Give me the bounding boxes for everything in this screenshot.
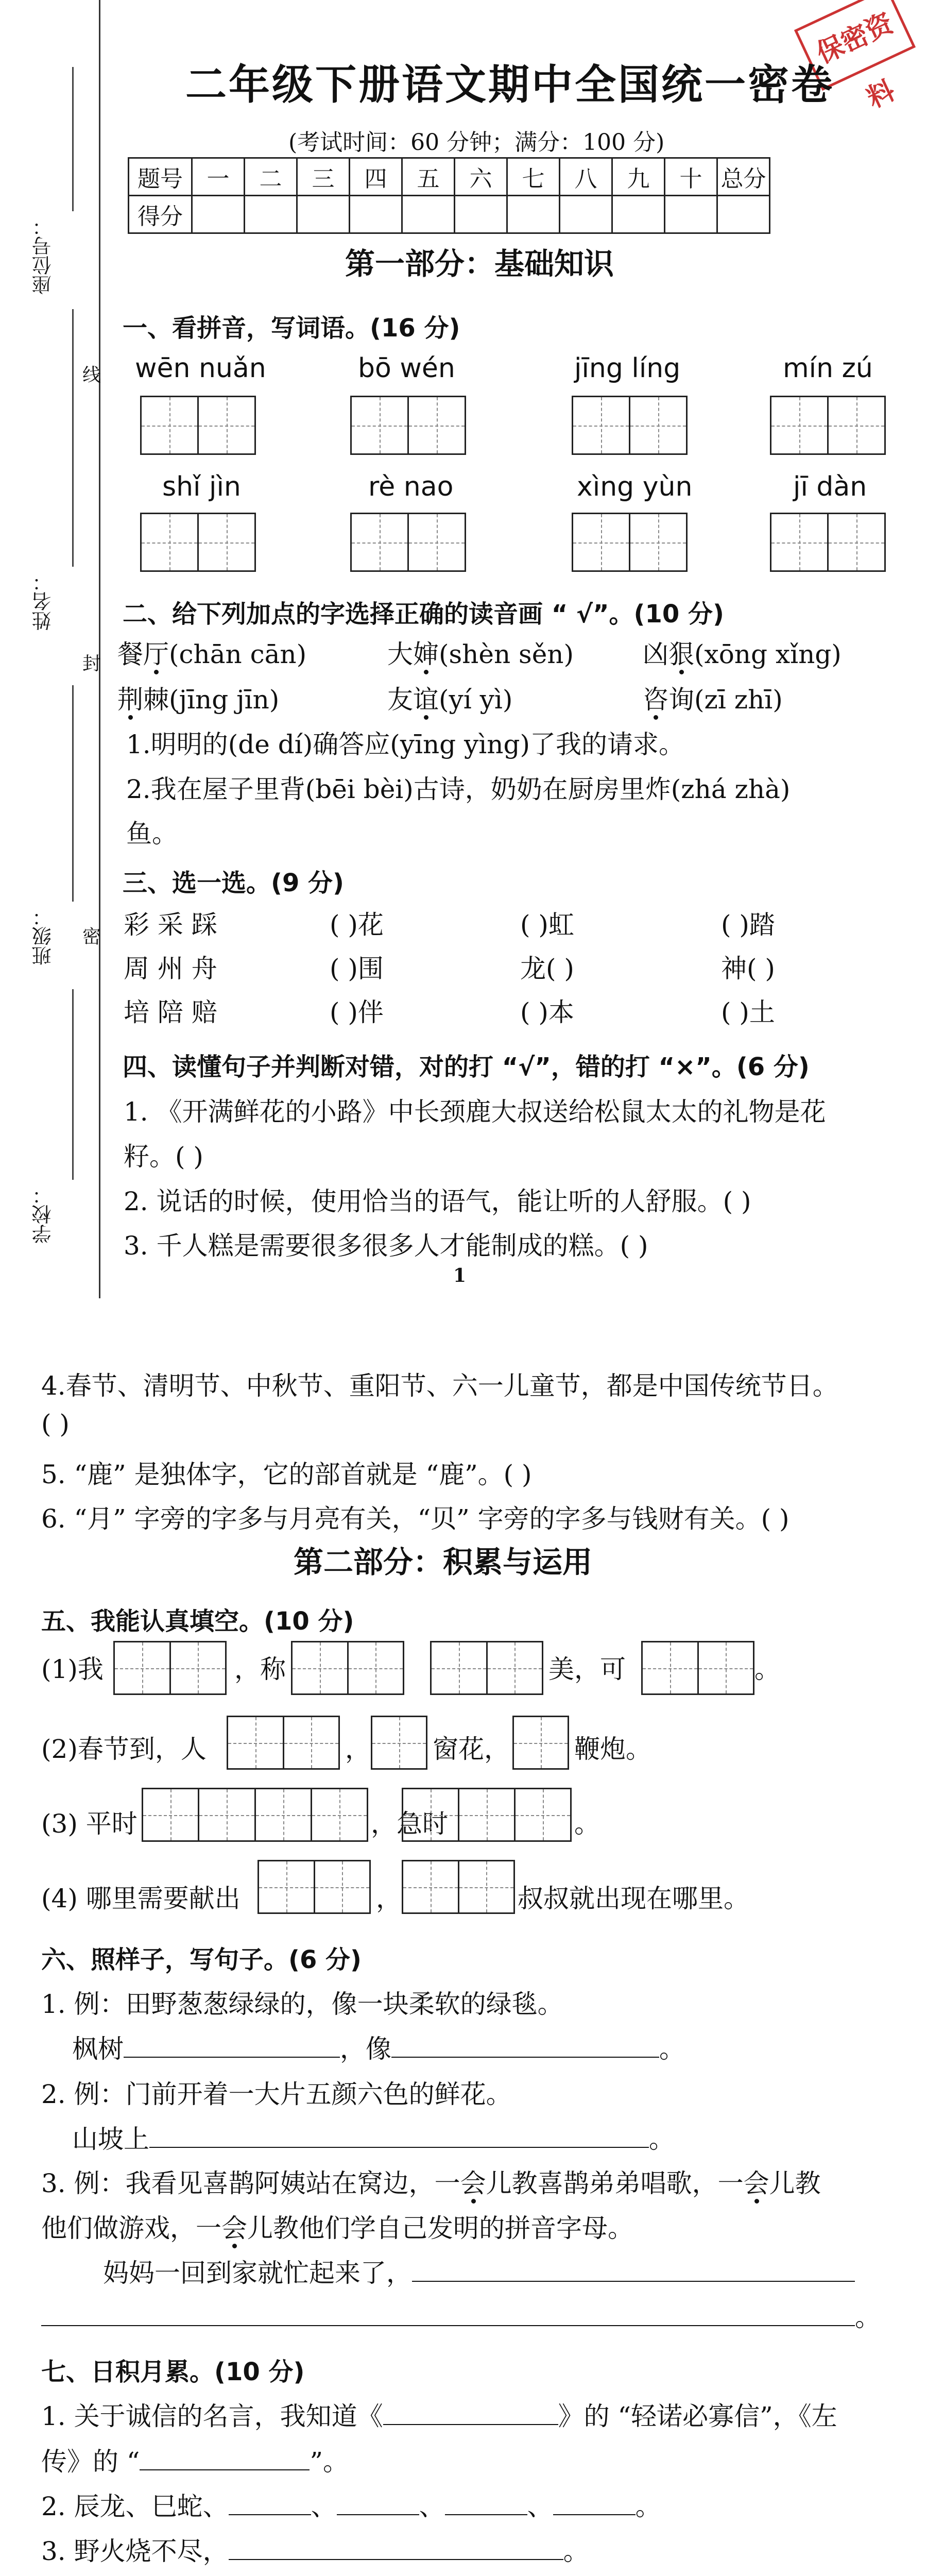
s4-q4: 4.春节、清明节、中秋节、重阳节、六一儿童节，都是中国传统节日。	[41, 1371, 838, 1401]
writing-grid[interactable]	[770, 396, 886, 455]
s5-text: 窗花，	[433, 1734, 510, 1764]
score-header-cell: 八	[560, 158, 612, 196]
fill-grid[interactable]	[142, 1788, 368, 1842]
seal-char-mi: 密	[82, 926, 101, 947]
s3-title: 三、选一选。(9 分)	[123, 869, 344, 897]
s1-title: 一、看拼音，写词语。(16 分)	[123, 314, 460, 343]
s5-text: (1)我	[41, 1654, 104, 1684]
fill-grid[interactable]	[512, 1716, 569, 1770]
score-header-cell: 总分	[717, 158, 770, 196]
seat-label: 座位号：	[32, 216, 55, 295]
page-number: 1	[453, 1265, 467, 1286]
score-header-cell: 二	[245, 158, 297, 196]
s2-item: 咨询(zī zhī)	[643, 685, 783, 715]
score-cell[interactable]	[350, 196, 402, 233]
s3-chars: 培 陪 赔	[124, 997, 217, 1027]
s2-q2: 2.我在屋子里背(bēi bèi)古诗，奶奶在厨房里炸(zhá zhà)	[126, 774, 791, 804]
s5-text: ，	[345, 1734, 371, 1764]
score-header-cell: 十	[665, 158, 717, 196]
s7-q2: 2. 辰龙、巳蛇、 、 、 、 。	[41, 2486, 661, 2523]
score-header-row	[129, 158, 770, 196]
writing-grid[interactable]	[140, 396, 256, 455]
s2-item: 大婶(shèn sěn)	[387, 639, 574, 669]
s7-q3: 3. 野火烧不尽， 。	[41, 2531, 589, 2568]
score-header-cell: 四	[350, 158, 402, 196]
score-header-cell: 题号	[129, 158, 192, 196]
s5-text: ，称	[234, 1654, 286, 1684]
s4-title: 四、读懂句子并判断对错，对的打 “√”，错的打 “×”。(6 分)	[123, 1053, 810, 1081]
score-cell[interactable]	[297, 196, 350, 233]
s3-blank[interactable]: ( )虹	[520, 910, 574, 940]
score-header-cell: 七	[507, 158, 560, 196]
s2-item: 餐厅(chān cān)	[117, 639, 307, 669]
answer-blank[interactable]	[337, 2488, 419, 2515]
fill-grid[interactable]	[641, 1641, 754, 1695]
answer-blank[interactable]	[149, 2121, 649, 2148]
s6-title: 六、照样子，写句子。(6 分)	[41, 1945, 362, 1974]
s3-chars: 彩 采 踩	[124, 910, 217, 940]
score-header-cell: 六	[455, 158, 507, 196]
pinyin: shǐ jìn	[162, 471, 241, 502]
s5-text: ，急时	[371, 1809, 448, 1839]
answer-blank[interactable]	[41, 2299, 855, 2326]
s6-q2: 2. 例：门前开着一大片五颜六色的鲜花。	[41, 2079, 512, 2109]
score-row	[129, 196, 770, 233]
answer-blank[interactable]	[140, 2444, 310, 2470]
score-cell[interactable]	[560, 196, 612, 233]
s5-text: 。	[754, 1654, 780, 1684]
pinyin: jī dàn	[793, 471, 867, 502]
class-label: 班级：	[32, 907, 55, 965]
score-cell[interactable]	[455, 196, 507, 233]
s3-blank[interactable]: ( )围	[330, 954, 384, 984]
s6-q2-answer: 山坡上 。	[72, 2119, 675, 2156]
score-header-cell: 一	[192, 158, 245, 196]
s2-q2-cont: 鱼。	[126, 819, 178, 849]
s5-text: 鞭炮。	[574, 1734, 651, 1764]
class-field[interactable]	[72, 685, 74, 902]
fill-grid[interactable]	[291, 1641, 404, 1695]
s6-q3-answer: 妈妈一回到家就忙起来了，	[103, 2252, 855, 2290]
writing-grid[interactable]	[770, 513, 886, 572]
s4-q5: 5. “鹿” 是独体字，它的部首就是 “鹿”。( )	[41, 1460, 532, 1489]
s3-blank[interactable]: ( )本	[520, 997, 574, 1027]
s3-blank[interactable]: ( )土	[721, 997, 775, 1027]
s2-item: 友谊(yí yì)	[387, 685, 513, 715]
school-field[interactable]	[72, 989, 74, 1180]
answer-blank[interactable]	[445, 2488, 527, 2515]
score-row-label: 得分	[129, 196, 192, 233]
s7-q1-cont: 传》的 “ ”。	[41, 2441, 349, 2478]
s3-blank[interactable]: ( )伴	[330, 997, 384, 1027]
score-cell[interactable]	[507, 196, 560, 233]
writing-grid[interactable]	[350, 513, 466, 572]
s4-q1-cont: 籽。( )	[124, 1142, 203, 1172]
s6-q1: 1. 例：田野葱葱绿绿的，像一块柔软的绿毯。	[41, 1989, 563, 2019]
s2-item: 凶狠(xōng xǐng)	[643, 639, 842, 669]
s3-blank[interactable]: 神( )	[721, 954, 775, 984]
pinyin: xìng yùn	[577, 471, 693, 502]
answer-blank[interactable]	[553, 2488, 636, 2515]
seat-field[interactable]	[72, 67, 74, 211]
name-label: 姓名：	[32, 572, 55, 631]
s7-q1: 1. 关于诚信的名言，我知道《 》的 “轻诺必寡信”，《左	[41, 2396, 837, 2433]
s6-q3: 3. 例：我看见喜鹊阿姨站在窝边，一会儿教喜鹊弟弟唱歌，一会儿教	[41, 2168, 821, 2198]
seal-char-xian: 线	[82, 365, 101, 386]
s5-text: (4) 哪里需要献出	[41, 1884, 241, 1913]
s6-q3-answer-2: 。	[41, 2297, 881, 2334]
writing-grid[interactable]	[140, 513, 256, 572]
page-title: 二年级下册语文期中全国统一密卷	[185, 61, 834, 109]
score-header-cell: 五	[402, 158, 455, 196]
fill-grid[interactable]	[402, 1860, 515, 1914]
name-field[interactable]	[72, 309, 74, 567]
fill-grid[interactable]	[371, 1716, 427, 1770]
answer-blank[interactable]	[412, 2255, 855, 2282]
s2-q1: 1.明明的(de dí)确答应(yīng yìng)了我的请求。	[126, 730, 685, 759]
pinyin: bō wén	[358, 353, 455, 384]
answer-blank[interactable]	[391, 2031, 659, 2058]
answer-blank[interactable]	[229, 2533, 563, 2560]
school-label: 学校：	[32, 1185, 55, 1244]
score-cell[interactable]	[245, 196, 297, 233]
answer-blank[interactable]	[124, 2031, 340, 2058]
part1-heading: 第一部分：基础知识	[345, 246, 614, 281]
score-cell[interactable]	[402, 196, 455, 233]
writing-grid[interactable]	[350, 396, 466, 455]
s5-text: (3) 平时	[41, 1809, 138, 1839]
answer-blank[interactable]	[383, 2398, 558, 2425]
s5-text: 美，可	[548, 1654, 626, 1684]
s2-item: 荆棘(jīng jīn)	[117, 685, 280, 715]
exam-meta: (考试时间：60 分钟；满分：100 分)	[288, 129, 665, 156]
score-table	[128, 157, 770, 234]
pinyin: jīng líng	[574, 353, 681, 384]
fill-grid[interactable]	[227, 1716, 340, 1770]
s5-text: ，	[376, 1884, 402, 1913]
part2-heading: 第二部分：积累与运用	[294, 1545, 593, 1580]
s5-title: 五、我能认真填空。(10 分)	[41, 1607, 354, 1636]
score-cell[interactable]	[717, 196, 770, 233]
writing-grid[interactable]	[572, 513, 688, 572]
s2-title: 二、给下列加点的字选择正确的读音画 “ √”。(10 分)	[123, 600, 724, 629]
score-header-cell: 九	[612, 158, 665, 196]
fill-grid[interactable]	[258, 1860, 371, 1914]
s3-blank[interactable]: 龙( )	[520, 954, 574, 984]
s3-chars: 周 州 舟	[124, 954, 217, 984]
fill-grid[interactable]	[402, 1788, 572, 1842]
s3-blank[interactable]: ( )踏	[721, 910, 775, 940]
seal-char-feng: 封	[82, 653, 101, 674]
s4-q1: 1. 《开满鲜花的小路》中长颈鹿大叔送给松鼠太太的礼物是花	[124, 1097, 826, 1127]
pinyin: mín zú	[783, 353, 873, 384]
pinyin: wēn nuǎn	[135, 353, 266, 384]
score-cell[interactable]	[612, 196, 665, 233]
s3-blank[interactable]: ( )花	[330, 910, 384, 940]
s4-q6: 6. “月” 字旁的字多与月亮有关，“贝” 字旁的字多与钱财有关。( )	[41, 1504, 789, 1534]
s6-q3-cont: 他们做游戏，一会儿教他们学自己发明的拼音字母。	[41, 2213, 633, 2243]
s5-text: 叔叔就出现在哪里。	[518, 1884, 749, 1913]
score-cell[interactable]	[192, 196, 245, 233]
s4-q4-cont: ( )	[41, 1409, 70, 1439]
s5-text: 。	[574, 1809, 600, 1839]
s6-q1-answer: 枫树 ，像 。	[72, 2028, 685, 2065]
writing-grid[interactable]	[572, 396, 688, 455]
fill-grid[interactable]	[430, 1641, 543, 1695]
s4-q2: 2. 说话的时候，使用恰当的语气，能让听的人舒服。( )	[124, 1187, 751, 1216]
fill-grid[interactable]	[113, 1641, 227, 1695]
s7-title: 七、日积月累。(10 分)	[41, 2358, 305, 2386]
s5-text: (2)春节到，人	[41, 1734, 207, 1764]
pinyin: rè nao	[368, 471, 454, 502]
s4-q3: 3. 千人糕是需要很多很多人才能制成的糕。( )	[124, 1231, 648, 1261]
answer-blank[interactable]	[229, 2488, 311, 2515]
confidential-stamp: 保密资料	[794, 0, 916, 91]
score-header-cell: 三	[297, 158, 350, 196]
score-cell[interactable]	[665, 196, 717, 233]
